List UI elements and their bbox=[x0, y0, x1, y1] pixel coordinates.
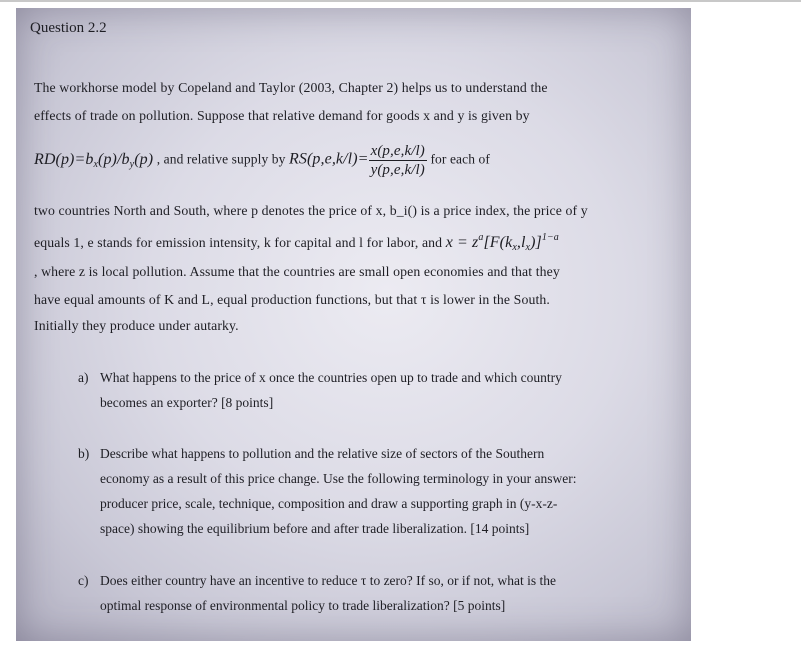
item-b-label: b) bbox=[78, 446, 90, 461]
item-a-line-1: What happens to the price of x once the countries open up to trade and which country bbox=[100, 370, 562, 385]
question-title: Question 2.2 bbox=[30, 20, 107, 36]
item-c bbox=[78, 573, 556, 614]
item-b-line-2: economy as a result of this price change. Use the following terminology in your answer: bbox=[100, 471, 577, 486]
relative-supply-text: , and relative supply by bbox=[156, 151, 286, 167]
rs-denominator: y(p,e,k/l) bbox=[370, 162, 425, 178]
item-a-line-2: becomes an exporter? [8 points] bbox=[100, 395, 274, 410]
equals-text: equals 1, e stands for emission intensity, k for capital and l for labor, and bbox=[34, 235, 443, 250]
rd-formula: $RD(p)=b_x(p)/b_y(p)$ bbox=[34, 150, 154, 170]
item-a-label: a) bbox=[78, 370, 89, 385]
x-formula: $x = z^a[F(k_x,l_x)]^{1-a}$ bbox=[445, 232, 559, 253]
initially-line: Initially they produce under autarky. bbox=[34, 318, 239, 333]
have-line: have equal amounts of K and L, equal production functions, but that τ is lower in the South. bbox=[34, 292, 550, 307]
item-b bbox=[78, 446, 577, 537]
where-line: , where z is local pollution. Assume that the countries are small open economies and that they bbox=[34, 264, 560, 279]
item-c-line-1: Does either country have an incentive to reduce τ to zero? If so, or if not, what is the bbox=[100, 573, 557, 588]
for-each-text: for each of bbox=[430, 151, 491, 167]
item-b-line-4: space) showing the equilibrium before and after trade liberalization. [14 points] bbox=[100, 521, 530, 536]
intro-line-2: effects of trade on pollution. Suppose that relative demand for goods x and y is given by bbox=[34, 108, 530, 123]
countries-line: two countries North and South, where p denotes the price of x, b_i() is a price index, the price of y bbox=[34, 203, 588, 218]
demand-supply-line bbox=[34, 142, 490, 179]
item-c-line-2: optimal response of environmental policy to trade liberalization? [5 points] bbox=[100, 598, 506, 613]
rs-numerator: x(p,e,k/l) bbox=[370, 143, 425, 159]
item-b-line-3: producer price, scale, technique, composition and draw a supporting graph in (y-x-z- bbox=[100, 496, 558, 511]
rs-fraction bbox=[369, 142, 427, 179]
equals-line bbox=[34, 232, 559, 253]
item-a bbox=[78, 370, 562, 411]
rs-formula: RS(p,e,k/l)= bbox=[289, 150, 369, 168]
item-b-line-1: Describe what happens to pollution and the relative size of sectors of the Southern bbox=[100, 446, 545, 461]
top-border-line bbox=[0, 0, 801, 2]
intro-line-1: The workhorse model by Copeland and Taylor (2003, Chapter 2) helps us to understand the bbox=[34, 80, 548, 95]
item-c-label: c) bbox=[78, 573, 89, 588]
document-photo bbox=[16, 8, 691, 641]
